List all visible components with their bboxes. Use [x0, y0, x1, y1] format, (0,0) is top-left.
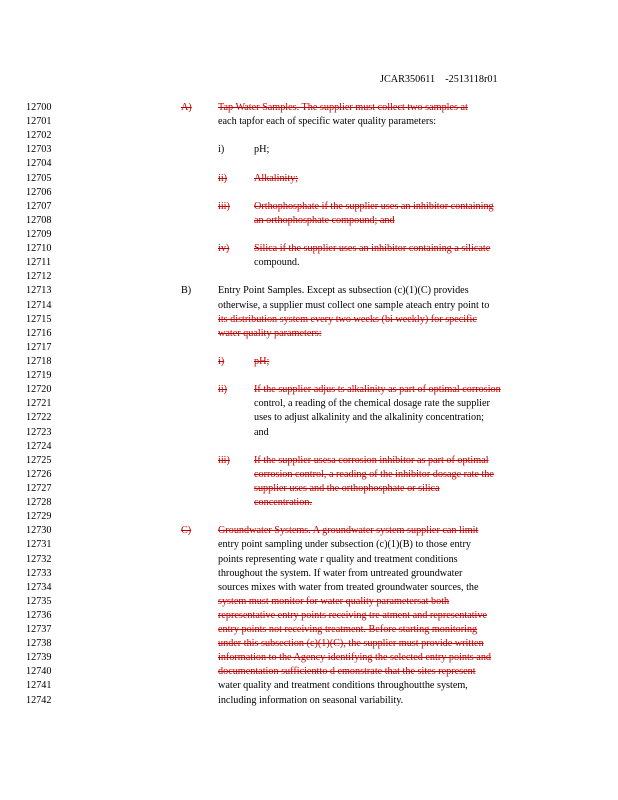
- line-number: 12702: [26, 130, 52, 142]
- section-c-line: [181, 567, 541, 581]
- section-a-label: A): [181, 102, 192, 113]
- item-text: compound.: [254, 257, 300, 269]
- section-b-item-ii: [181, 383, 541, 397]
- item-text: concentration.: [254, 497, 312, 509]
- item-label: iv): [218, 243, 230, 255]
- item-text: corrosion control, a reading of the inhibitor dosage rate the: [254, 468, 494, 480]
- line-number: 12717: [26, 341, 52, 353]
- line-number: 12704: [26, 158, 52, 170]
- item-text: an orthophosphate compound; and: [254, 214, 395, 226]
- line-number: 12708: [26, 214, 52, 226]
- section-c-text: documentation sufficientto d emonstrate that the sites represent: [218, 666, 476, 678]
- line-number: 12703: [26, 144, 52, 156]
- line-number: 12738: [26, 638, 52, 650]
- section-a-item-i: [181, 143, 541, 157]
- section-c-text: sources mixes with water from treated groundwater sources, the: [218, 581, 479, 593]
- section-c-line: [181, 538, 541, 552]
- section-c-line: [181, 651, 541, 665]
- section-c-line: [181, 665, 541, 679]
- item-text: Silica if the supplier uses an inhibitor containing a silicate: [254, 243, 491, 255]
- line-number: 12740: [26, 666, 52, 678]
- section-c-line-1: [181, 524, 541, 538]
- blank-line: [181, 510, 541, 524]
- item-label: iii): [218, 200, 230, 212]
- section-a-heading: Tap Water Samples. The supplier must collect two samples at: [218, 102, 468, 113]
- section-b-line-1: [181, 284, 541, 298]
- document-body: [181, 101, 541, 708]
- line-number: 12731: [26, 539, 52, 551]
- line-number: 12716: [26, 327, 52, 339]
- section-a-item-iv: [181, 242, 541, 256]
- section-c-text: entry point sampling under subsection (c)(1)(B) to those entry: [218, 539, 471, 551]
- line-number: 12700: [26, 102, 52, 113]
- section-b-line-3: [181, 313, 541, 327]
- section-c-line: [181, 553, 541, 567]
- line-number: 12726: [26, 468, 52, 480]
- line-number: 12711: [26, 257, 52, 269]
- section-b-item-i: [181, 355, 541, 369]
- section-c-text: points representing wate r quality and treatment conditions: [218, 553, 458, 565]
- section-b-item-iii-cont: [181, 482, 541, 496]
- line-number: 12735: [26, 595, 52, 607]
- line-number: 12734: [26, 581, 52, 593]
- blank-line: [181, 440, 541, 454]
- line-number: 12705: [26, 172, 52, 184]
- section-b-item-ii-cont: [181, 411, 541, 425]
- section-a-item-iii-cont: [181, 214, 541, 228]
- section-a-line-2: [181, 115, 541, 129]
- line-number: 12718: [26, 355, 52, 367]
- line-number: 12713: [26, 285, 52, 297]
- blank-line: [181, 186, 541, 200]
- section-b-item-iii: [181, 454, 541, 468]
- blank-line: [181, 157, 541, 171]
- line-number: 12742: [26, 694, 52, 706]
- item-text: If the supplier adjus ts alkalinity as part of optimal corrosion: [254, 384, 501, 396]
- section-c-text: information to the Agency identifying the selected entry points and: [218, 652, 492, 664]
- blank-line: [181, 228, 541, 242]
- section-c-line: [181, 609, 541, 623]
- line-number: 12728: [26, 497, 52, 509]
- line-number: 12709: [26, 228, 52, 240]
- section-a-item-iii: [181, 200, 541, 214]
- line-number: 12725: [26, 454, 52, 466]
- blank-line: [181, 270, 541, 284]
- line-number: 12736: [26, 609, 52, 621]
- item-text: control, a reading of the chemical dosage rate the supplier: [254, 398, 490, 410]
- line-number: 12722: [26, 412, 52, 424]
- item-text: and: [254, 426, 269, 438]
- line-number: 12710: [26, 243, 52, 255]
- section-b-heading: Entry Point Samples. Except as subsection (c)(1)(C) provides: [218, 285, 469, 297]
- section-b-text: water quality parameters:: [218, 327, 322, 339]
- section-b-text: otherwise, a supplier must collect one sample ateach entry point to: [218, 299, 490, 311]
- line-number: 12707: [26, 200, 52, 212]
- blank-line: [181, 129, 541, 143]
- section-c-text: including information on seasonal variability.: [218, 694, 404, 706]
- item-text: supplier uses and the orthophosphate or silica: [254, 482, 440, 494]
- line-number: 12732: [26, 553, 52, 565]
- section-a-item-ii: [181, 172, 541, 186]
- section-c-heading: Groundwater Systems. A groundwater system supplier can limit: [218, 525, 479, 537]
- item-label: ii): [218, 384, 228, 396]
- blank-line: [181, 369, 541, 383]
- line-number: 12714: [26, 299, 52, 311]
- document-header: JCAR350611 -2513118r01: [380, 74, 498, 85]
- section-a-line-1: [181, 101, 541, 115]
- section-b-text: its distribution system every two weeks (bi weekly) for specific: [218, 313, 477, 325]
- line-number: 12706: [26, 186, 52, 198]
- section-b-item-iii-cont: [181, 496, 541, 510]
- line-number: 12741: [26, 680, 52, 692]
- section-b-line-2: [181, 299, 541, 313]
- section-c-line: [181, 595, 541, 609]
- item-label: ii): [218, 172, 228, 184]
- line-number: 12724: [26, 440, 52, 452]
- line-number: 12723: [26, 426, 52, 438]
- section-b-item-iii-cont: [181, 468, 541, 482]
- section-c-text: system must monitor for water quality parametersat both: [218, 595, 450, 607]
- blank-line: [181, 341, 541, 355]
- line-number: 12712: [26, 271, 52, 283]
- section-c-text: representative entry points receiving tre atment and representative: [218, 609, 488, 621]
- section-c-label: C): [181, 525, 192, 537]
- section-b-label: B): [181, 285, 192, 297]
- item-label: i): [218, 144, 225, 156]
- item-label: iii): [218, 454, 230, 466]
- line-number: 12715: [26, 313, 52, 325]
- section-c-text: throughout the system. If water from untreated groundwater: [218, 567, 463, 579]
- section-c-line: [181, 637, 541, 651]
- section-b-line-4: [181, 327, 541, 341]
- section-c-text: under this subsection (c)(1)(C), the supplier must provide written: [218, 638, 484, 650]
- line-number: 12720: [26, 384, 52, 396]
- line-number: 12729: [26, 511, 52, 523]
- section-c-line: [181, 623, 541, 637]
- section-c-line: [181, 679, 541, 693]
- item-text: pH;: [254, 355, 270, 367]
- item-text: pH;: [254, 144, 270, 156]
- line-number: 12737: [26, 624, 52, 636]
- section-b-item-ii-cont: [181, 426, 541, 440]
- section-c-text: entry points not receiving treatment. Before starting monitoring: [218, 624, 478, 636]
- item-text: If the supplier usesa corrosion inhibitor as part of optimal: [254, 454, 489, 466]
- section-a-text: each tapfor each of specific water quality parameters:: [218, 116, 437, 128]
- line-number: 12721: [26, 398, 52, 410]
- line-number: 12719: [26, 370, 52, 382]
- section-c-text: water quality and treatment conditions throughoutthe system,: [218, 680, 468, 692]
- line-number: 12733: [26, 567, 52, 579]
- section-c-line: [181, 694, 541, 708]
- section-b-item-ii-cont: [181, 397, 541, 411]
- item-text: uses to adjust alkalinity and the alkalinity concentration;: [254, 412, 485, 424]
- line-number: 12730: [26, 525, 52, 537]
- item-text: Orthophosphate if the supplier uses an inhibitor containing: [254, 200, 494, 212]
- item-label: i): [218, 355, 225, 367]
- item-text: Alkalinity;: [254, 172, 299, 184]
- line-number: 12701: [26, 116, 52, 128]
- line-number: 12727: [26, 482, 52, 494]
- line-number-column: [26, 101, 66, 708]
- section-c-line: [181, 581, 541, 595]
- section-a-item-iv-cont: [181, 256, 541, 270]
- line-number: 12739: [26, 652, 52, 664]
